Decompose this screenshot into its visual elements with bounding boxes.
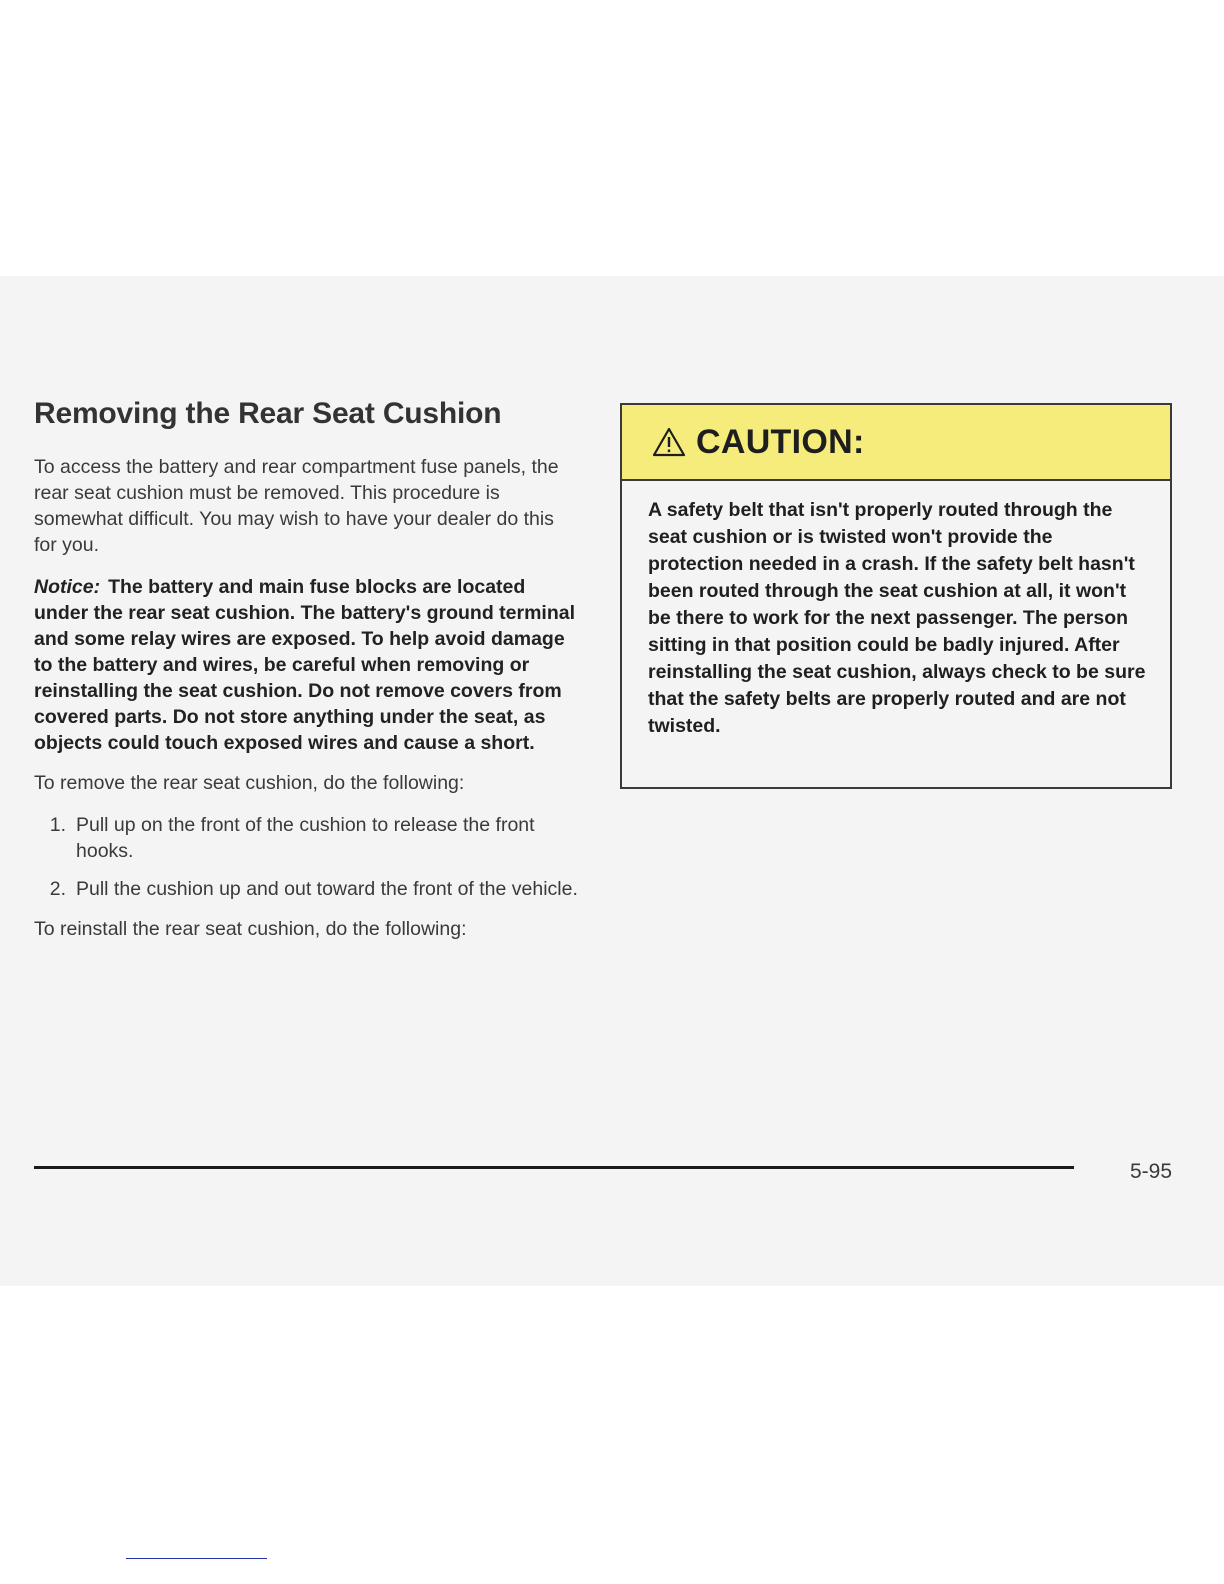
- step-text: Pull up on the front of the cushion to release the front hooks.: [76, 814, 535, 862]
- divider: [126, 1558, 267, 1559]
- instructions-column: [34, 396, 579, 958]
- caution-header: [622, 405, 1170, 481]
- list-item: [34, 876, 579, 902]
- caution-box: [620, 403, 1172, 789]
- notice-label: Notice:: [34, 576, 101, 598]
- page-number: 5-95: [1130, 1160, 1173, 1183]
- section-title: Removing the Rear Seat Cushion: [34, 397, 502, 430]
- intro-paragraph: To access the battery and rear compartment fuse panels, the rear seat cushion must be removed. This procedure is somewhat difficult. You may wish to have your dealer do this for you.: [34, 456, 559, 556]
- list-item: [34, 812, 579, 864]
- step-number: 2.: [49, 878, 66, 900]
- warning-triangle-icon: [652, 427, 686, 457]
- notice-text: The battery and main fuse blocks are located under the rear seat cushion. The battery's ground terminal and some relay wires are exposed. To help avoid damage to the battery and wires, be careful when removing or reinstalling the seat cushion. Do not remove covers from covered parts. Do not store anything under the seat, as objects could touch exposed wires and cause a short.: [34, 576, 576, 754]
- step-number: 1.: [49, 814, 66, 836]
- caution-title: CAUTION:: [696, 422, 865, 461]
- notice-paragraph: [34, 574, 579, 756]
- remove-intro: To remove the rear seat cushion, do the following:: [34, 772, 465, 794]
- footer-rule: [34, 1166, 1074, 1169]
- step-text: Pull the cushion up and out toward the front of the vehicle.: [76, 878, 578, 900]
- reinstall-intro: To reinstall the rear seat cushion, do the following:: [34, 918, 467, 940]
- caution-text: A safety belt that isn't properly routed through the seat cushion or is twisted won't provide the protection needed in a crash. If the safety belt hasn't been routed through the seat cushion at all, it won't be there to work for the next passenger. The person sitting in that position could be badly injured. After reinstalling the seat cushion, always check to be sure that the safety belts are properly routed and are not twisted.: [648, 499, 1146, 737]
- removal-steps: [34, 812, 579, 902]
